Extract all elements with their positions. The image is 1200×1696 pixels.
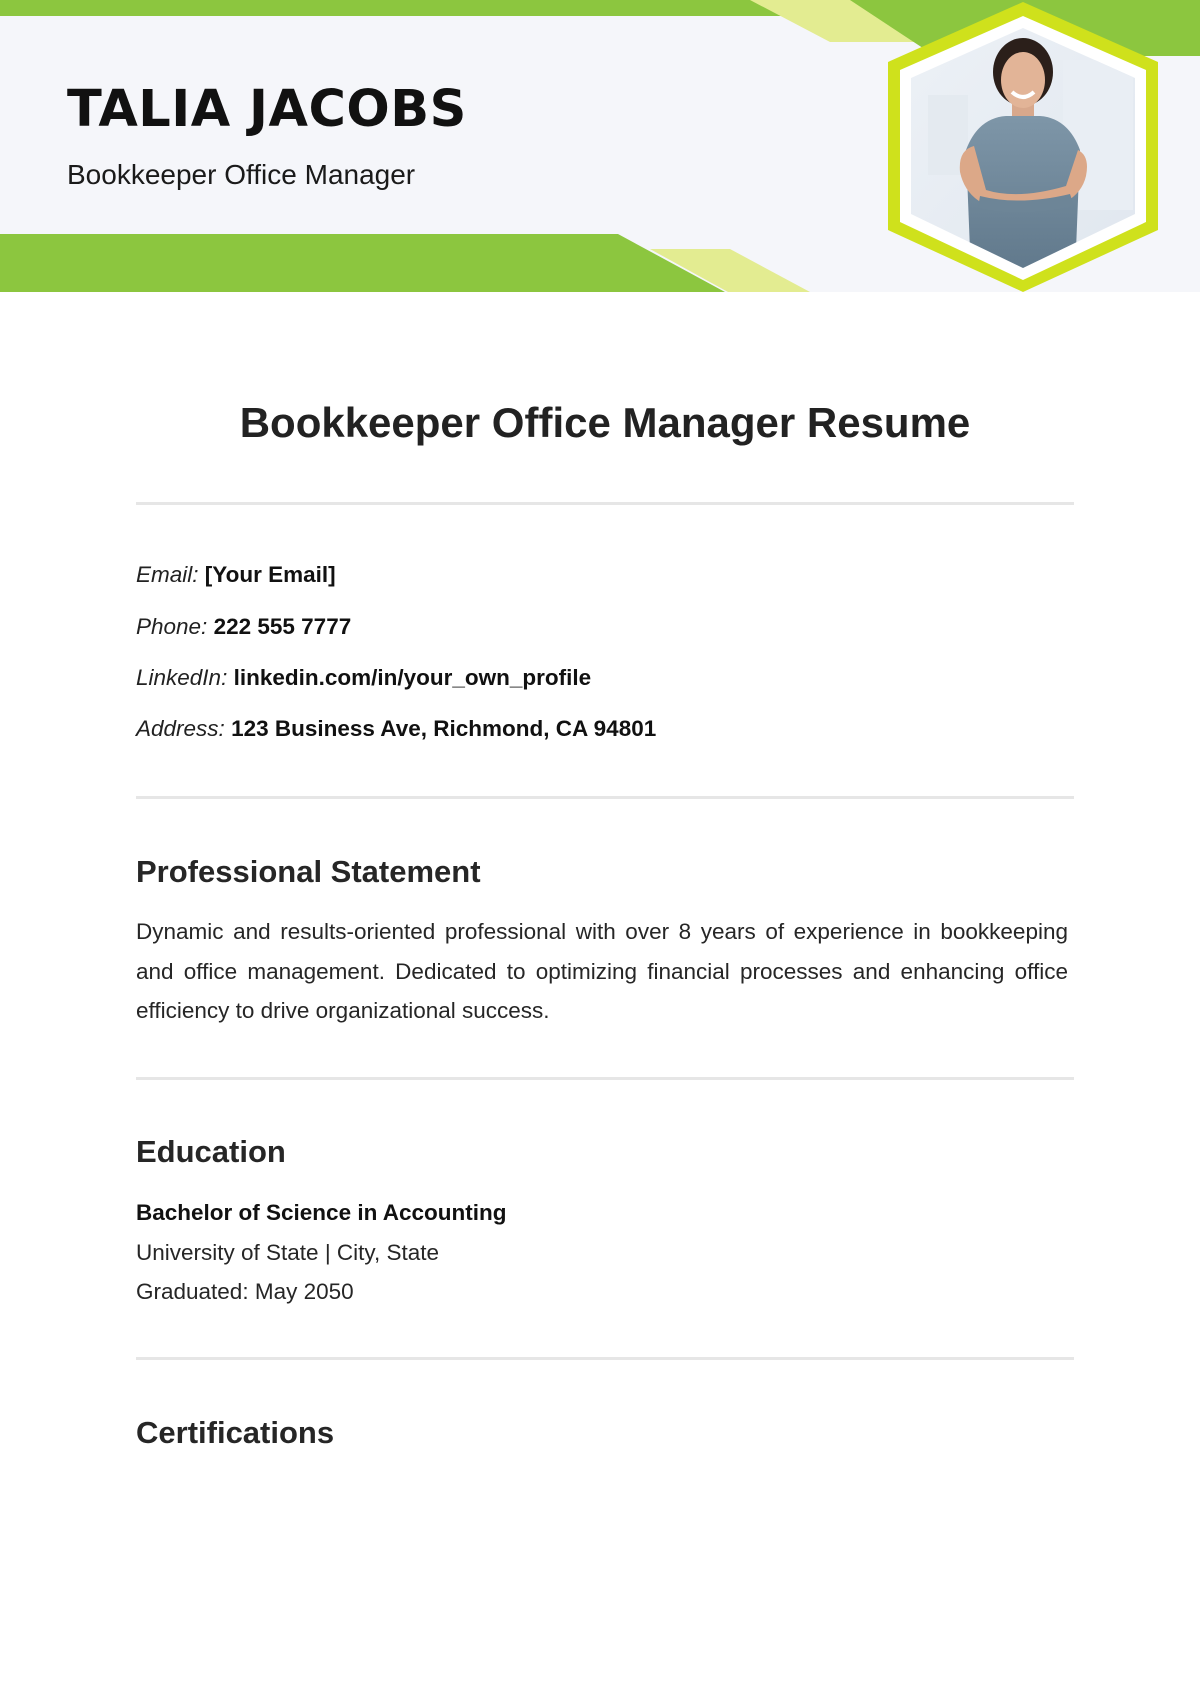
divider xyxy=(136,502,1074,505)
contact-linkedin xyxy=(136,664,591,691)
document-title: Bookkeeper Office Manager Resume xyxy=(239,399,971,446)
address-value: 123 Business Ave, Richmond, CA 94801 xyxy=(231,716,657,741)
candidate-name: TALIA JACOBS xyxy=(67,80,467,139)
education-graduated: Graduated: May 2050 xyxy=(136,1279,354,1304)
candidate-role: Bookkeeper Office Manager xyxy=(67,159,416,190)
contact-address xyxy=(136,715,656,742)
address-label: Address: xyxy=(136,716,225,741)
education-heading: Education xyxy=(136,1134,286,1169)
contact-phone xyxy=(136,613,351,640)
bottom-green-band xyxy=(0,234,725,292)
linkedin-value: linkedin.com/in/your_own_profile xyxy=(233,665,592,690)
profile-photo xyxy=(888,0,1158,292)
email-label: Email: xyxy=(136,562,199,587)
divider xyxy=(136,796,1074,799)
professional-statement-text: Dynamic and results-oriented professional with over 8 years of experience in bookkeeping and office management. Dedicated to optimizing financial processes and enhancing office efficiency to drive organizational success. xyxy=(136,919,1068,1023)
divider xyxy=(136,1357,1074,1360)
photo-hexagon-frame xyxy=(888,0,1158,292)
professional-statement-heading: Professional Statement xyxy=(136,854,481,889)
resume-header xyxy=(0,0,1200,292)
education-school: University of State | City, State xyxy=(136,1240,440,1265)
contact-email xyxy=(136,561,336,588)
divider xyxy=(136,1077,1074,1080)
linkedin-label: LinkedIn: xyxy=(136,665,228,690)
email-value: [Your Email] xyxy=(204,562,336,587)
education-degree: Bachelor of Science in Accounting xyxy=(136,1200,507,1225)
certifications-heading: Certifications xyxy=(136,1415,335,1450)
phone-label: Phone: xyxy=(136,614,208,639)
phone-value: 222 555 7777 xyxy=(213,614,352,639)
